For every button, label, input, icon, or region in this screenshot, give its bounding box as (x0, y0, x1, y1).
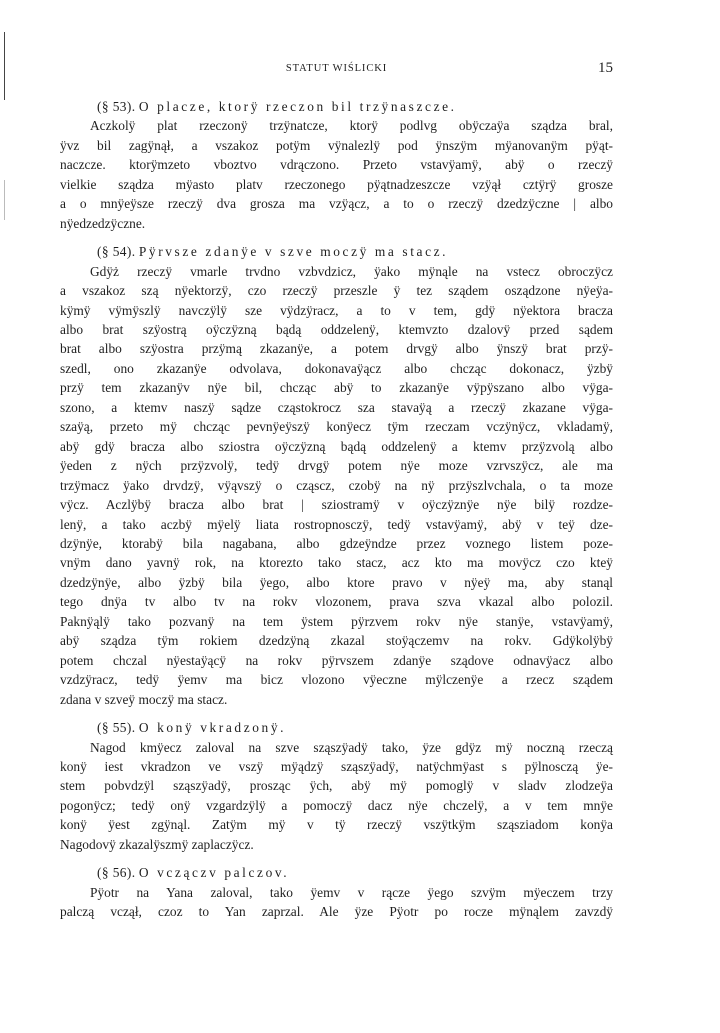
section-number: (§ 56). (97, 865, 136, 881)
text-line: kÿmÿ vÿmÿszlÿ navczÿlÿ sze vÿdzÿracz, a to v tem, gdÿ nÿektora bracza (60, 302, 613, 318)
text-line: przÿ tem zkazanÿv nÿe bil, chcząc abÿ to zkazanÿe vÿpÿszano albo vÿga- (60, 380, 613, 396)
page-number: 15 (598, 60, 613, 76)
text-line: szono, a ktemv naszÿ sądze cząstokrocz sza stavaÿą a rzeczÿ zkazane vÿga- (60, 399, 613, 415)
text-line: stem pobvdzÿl sząszÿadÿ, prosząc ÿch, abÿ mÿ pomoglÿ v sladv zlodzeÿa (60, 778, 613, 794)
text-line: a o mnÿeÿsze rzeczÿ dva grosza ma vzÿącz, a to o rzeczÿ dzedzÿczne | albo (60, 196, 613, 212)
text-line: ÿeden z nÿch przÿzvolÿ, tedÿ drvgÿ potem nÿe moze vzrvszÿcz, ale ma (60, 458, 613, 474)
text-line: Aczkolÿ plat rzeczonÿ trzÿnatcze, ktorÿ podlvg obÿczaÿa sządza bral, (90, 118, 613, 134)
text-line: vzdzÿracz, tedÿ ÿemv ma bicz vlozono vÿeczne mÿlczenÿe a rzecz sządem (60, 672, 613, 688)
statute-section (60, 718, 613, 854)
margin-scan-mark (4, 180, 5, 220)
statute-section (60, 97, 613, 233)
text-line: ÿvz bil zagÿnął, a vszakoz potÿm vÿnalezlÿ pod ÿnszÿm mÿanovanÿm pÿąt- (60, 137, 613, 153)
section-heading (60, 718, 613, 737)
text-line: zdana v szveÿ moczÿ ma stacz. (60, 691, 228, 707)
text-line: dzedzÿnÿe, albo ÿzbÿ bila ÿego, albo ktore pravo v nÿeÿ ma, aby stanąl (60, 574, 613, 590)
section-number: (§ 55). (97, 720, 136, 736)
text-line: vÿcz. Aczlÿbÿ bracza albo brat | sziostramÿ v oÿczÿznÿe nÿe bilÿ rozdze- (60, 497, 613, 513)
text-line: Nagod kmÿecz zaloval na szve sząszÿadÿ tako, ÿze gdÿz mÿ noczną rzeczą (90, 739, 613, 755)
text-line: konÿ iest vkradzon ve vszÿ mÿądzÿ sząszÿadÿ, natÿchmÿast s pÿlnosczą ÿe- (60, 758, 613, 774)
text-line: brat albo szÿostra przÿmą zkazanÿe, a potem drvgÿ albo ÿnszÿ brat przÿ- (60, 341, 613, 357)
text-line: naczcze. ktorÿmzeto vboztvo vdrączono. Przeto vstavÿamÿ, abÿ o rzeczÿ (60, 157, 613, 173)
text-line: potem chczal nÿestaÿącÿ na rokv pÿrvszem zdanÿe sządove odnavÿacz albo (60, 652, 613, 668)
section-number: (§ 53). (97, 99, 136, 114)
section-title: O vczączv palczov. (138, 865, 290, 881)
text-line: vielkie sządza mÿasto platv rzeczonego pÿątnadzeszcze vzÿął cztÿrÿ grosze (60, 176, 613, 192)
text-line: a vszakoz szą nÿektorzÿ, czo rzeczÿ przeszle ÿ tez sządem osządzone nÿeÿa- (60, 283, 613, 299)
page-header (60, 60, 613, 84)
section-title: O konÿ vkradzonÿ. (138, 720, 287, 736)
text-line: vnÿm dano yavnÿ rok, na ktorezto tako stacz, acz kto ma movÿcz czo kteÿ (60, 555, 613, 571)
text-line: nÿedzedzÿczne. (60, 215, 146, 231)
text-line: albo brat szÿostrą oÿczÿzną bądą oddzelenÿ, ktemvzto dzalovÿ przed sądem (60, 321, 613, 337)
section-number: (§ 54). (97, 244, 136, 260)
section-title: Pÿrvsze zdanÿe v szve moczÿ ma stacz. (138, 244, 449, 260)
text-line: Pÿotr na Yana zaloval, tako ÿemv v rącze ÿego szvÿm mÿeczem trzy (90, 884, 613, 900)
text-line: konÿ ÿest zgÿnąl. Zatÿm mÿ v tÿ rzeczÿ vszÿtkÿm sząsziadom konÿa (60, 817, 613, 833)
text-line: szaÿą, przeto mÿ chcząc pevnÿeÿszÿ konÿecz tÿm rzeczam vczÿnÿcz, vkladamÿ, (60, 419, 613, 435)
section-title: O placze, ktorÿ rzeczon bil trzÿnaszcze. (138, 99, 457, 114)
text-line: trzÿmacz ÿako drvdzÿ, vÿąvszÿ o cząscz, czobÿ na nÿ przÿszlvchala, o ta moze (60, 477, 613, 493)
document-body (60, 97, 613, 922)
text-line: abÿ gdÿ bracza albo sziostra oÿczÿzną bądą oddzelenÿ a ktemv przÿzvolą albo (60, 438, 613, 454)
section-heading (60, 97, 613, 116)
text-line: abÿ sządza tÿm rokiem dzedzÿną zkazal stoÿączemv na rokv. Gdÿkolÿbÿ (60, 633, 613, 649)
text-line: palczą vczął, czoz to Yan zaprzal. Ale ÿze Pÿotr po rocze mÿnąlem zavzdÿ (60, 904, 613, 920)
text-line: pogonÿcz; tedÿ onÿ vzgardzÿlÿ a pomoczÿ dacz nÿe chczelÿ, a v tem mnÿe (60, 797, 613, 813)
text-line: szedl, ono zkazanÿe odvolava, dokonavaÿącz albo chcząc dokonacz, ÿzbÿ (60, 360, 613, 376)
section-heading (60, 242, 613, 261)
text-line: Gdÿż rzeczÿ vmarle trvdno vzbvdzicz, ÿako mÿnąle na vstecz obroczÿcz (90, 263, 613, 279)
statute-section (60, 242, 613, 709)
running-title: STATUT WIŚLICKI (285, 63, 388, 74)
section-heading (60, 863, 613, 882)
statute-section (60, 863, 613, 921)
text-line: Nagodovÿ zkazalÿszmÿ zaplaczÿcz. (60, 836, 254, 852)
text-line: tego dnÿa tv albo tv na rokv vlozonem, prava szva vkazal albo polozil. (60, 594, 613, 610)
text-line: Paknÿąlÿ tako pozvanÿ na tem ÿstem pÿrzvem rokv nÿe stanÿe, vstavÿamÿ, (60, 613, 613, 629)
text-line: lenÿ, a tako aczbÿ mÿelÿ liata rostropnosczÿ, tedÿ vstavÿamÿ, abÿ v teÿ dze- (60, 516, 613, 532)
text-line: dzÿnÿe, ktorabÿ bila nagabana, albo gdzeÿndze przez voznego listem poze- (60, 535, 613, 551)
margin-scan-mark (4, 32, 5, 100)
